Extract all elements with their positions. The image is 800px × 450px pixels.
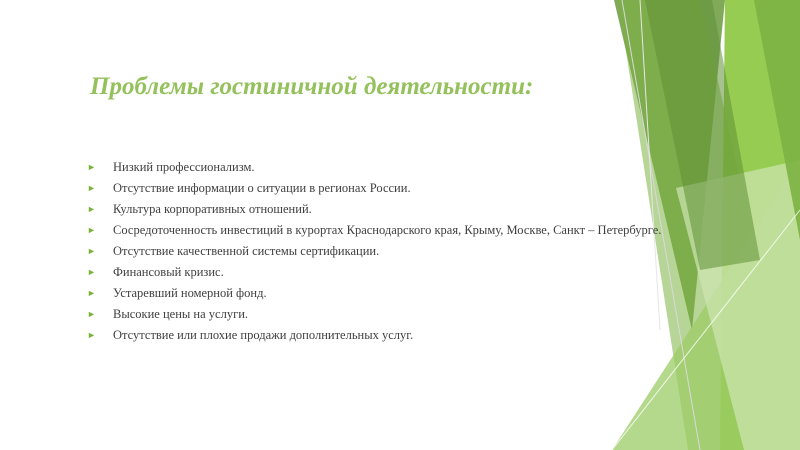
triangle-right-icon: ► [87, 288, 96, 298]
triangle-right-icon: ► [87, 162, 96, 172]
triangle-right-icon: ► [87, 330, 96, 340]
triangle-right-icon: ► [87, 267, 96, 277]
bullet-item [87, 202, 662, 216]
bullet-item [87, 160, 662, 174]
bullet-item [87, 265, 662, 279]
slide-title: Проблемы гостиничной деятельности: [90, 73, 534, 100]
bullet-text: Сосредоточенность инвестиций в курортах Краснодарского края, Крыму, Москве, Санкт – Петербурге. [113, 223, 662, 237]
bullet-item [87, 328, 662, 342]
triangle-right-icon: ► [87, 309, 96, 319]
bullet-text: Устаревший номерной фонд. [113, 286, 267, 300]
bullet-text: Культура корпоративных отношений. [113, 202, 312, 216]
triangle-right-icon: ► [87, 246, 96, 256]
triangle-right-icon: ► [87, 225, 96, 235]
bullet-item [87, 307, 662, 321]
bullet-item [87, 244, 662, 258]
bullet-item [87, 223, 662, 237]
bullet-item [87, 286, 662, 300]
triangle-right-icon: ► [87, 204, 96, 214]
bullet-list [87, 160, 662, 349]
bullet-text: Низкий профессионализм. [113, 160, 255, 174]
triangle-right-icon: ► [87, 183, 96, 193]
bullet-text: Высокие цены на услуги. [113, 307, 249, 321]
bullet-item [87, 181, 662, 195]
bullet-text: Отсутствие качественной системы сертификации. [113, 244, 380, 258]
bullet-text: Финансовый кризис. [113, 265, 224, 279]
bullet-text: Отсутствие информации о ситуации в регионах России. [113, 181, 411, 195]
bullet-text: Отсутствие или плохие продажи дополнительных услуг. [113, 328, 414, 342]
